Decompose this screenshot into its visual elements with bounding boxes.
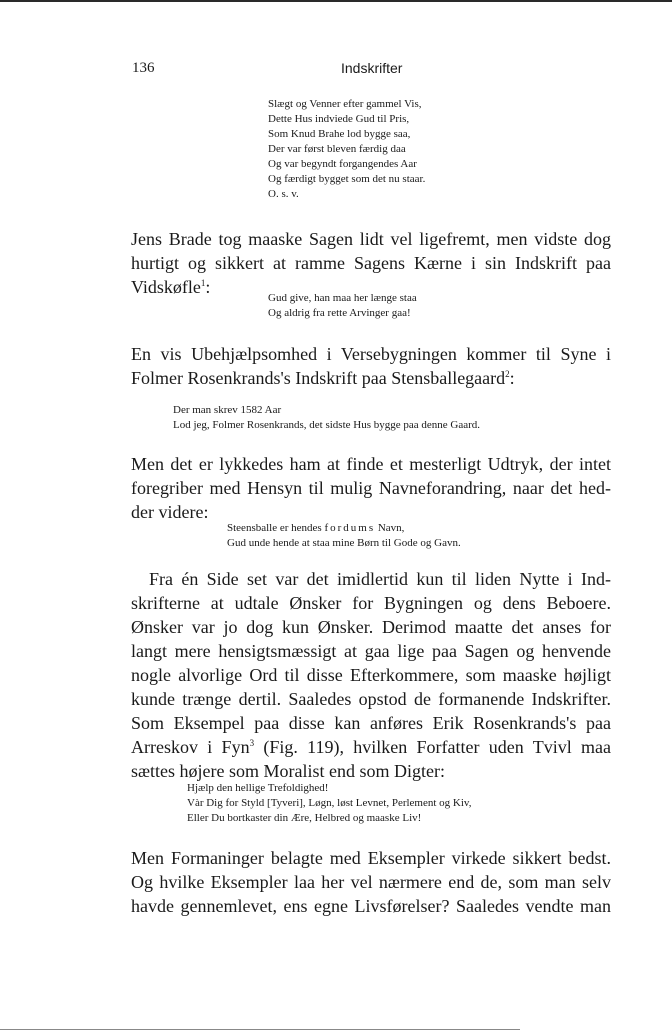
text-run: : bbox=[509, 368, 515, 388]
text-line: der videre: bbox=[131, 502, 209, 522]
verse-inscription-knud-brahe bbox=[268, 97, 425, 202]
text-line: havde gennemlevet, ens egne Livsførelser? Saaledes vendte man bbox=[131, 896, 611, 916]
paragraph-eksempler bbox=[131, 846, 611, 918]
text-line: Men Formaninger belagte med Eksempler virkede sikkert bedst. bbox=[131, 848, 611, 868]
text-line: Og hvilke Eksempler laa her vel nærmere end de, som man selv bbox=[131, 872, 611, 892]
text-run: : bbox=[205, 277, 211, 297]
text-run: Vidskøfle bbox=[131, 277, 201, 297]
verse-line: Lod jeg, Folmer Rosenkrands, det sidste Hus bygge paa denne Gaard. bbox=[173, 419, 481, 431]
verse-line: Dette Hus indviede Gud til Pris, bbox=[268, 113, 410, 125]
text-line: langt mere hensigtsmæssigt at gaa lige paa Sagen og henvende bbox=[131, 641, 611, 661]
text-line: nogle alvorlige Ord til disse Efterkommere, som maaske højligt bbox=[131, 665, 611, 685]
text-line: kunde trænge dertil. Saaledes opstod de formanende Indskrifter. bbox=[131, 689, 611, 709]
top-border-line bbox=[0, 0, 672, 2]
text-line: hurtigt og sikkert at ramme Sagens Kærne i sin Indskrift paa bbox=[131, 253, 611, 273]
verse-inscription-steensballe bbox=[227, 521, 461, 551]
text-line: En vis Ubehjælpsomhed i Versebygningen kommer til Syne i bbox=[131, 344, 611, 364]
text-line: sættes højere som Moralist end som Digter: bbox=[131, 761, 445, 781]
footnote-marker: 3 bbox=[249, 738, 255, 748]
page-header bbox=[0, 60, 672, 80]
text-line: Fra én Side set var det imidlertid kun til liden Nytte i Ind- bbox=[149, 569, 611, 589]
verse-line: Der man skrev 1582 Aar bbox=[173, 404, 282, 416]
page-number: 136 bbox=[132, 60, 155, 76]
paragraph-jens-brade bbox=[131, 227, 611, 299]
text-run: Arreskov i Fyn bbox=[131, 737, 250, 757]
text-line: Som Eksempel paa disse kan anføres Erik Rosenkrands's paa bbox=[131, 713, 611, 733]
text-line: foregriber med Hensyn til mulig Navneforandring, naar det hed- bbox=[131, 478, 611, 498]
text-run: Folmer Rosenkrands's Indskrift paa Stensballegaard bbox=[131, 368, 506, 388]
verse-line: Og var begyndt forgangendes Aar bbox=[268, 158, 417, 170]
verse-inscription-stensballegaard bbox=[173, 403, 480, 433]
text-line: Men det er lykkedes ham at finde et mesterligt Udtryk, der intet bbox=[131, 454, 611, 474]
verse-line: Vàr Dig for Styld [Tyveri], Løgn, løst Levnet, Perlement og Kiv, bbox=[187, 797, 472, 809]
verse-inscription-arreskov bbox=[187, 781, 471, 826]
text-line: Jens Brade tog maaske Sagen lidt vel ligefremt, men vidste dog bbox=[131, 229, 611, 249]
verse-line: Gud unde hende at staa mine Børn til Gode og Gavn. bbox=[227, 537, 461, 549]
text-run: Navn, bbox=[377, 522, 405, 534]
text-line: skrifterne at udtale Ønsker for Bygningen og dens Beboere. bbox=[131, 593, 611, 613]
verse-line: Eller Du bortkaster din Ære, Helbred og maaske Liv! bbox=[187, 812, 422, 824]
verse-line: Som Knud Brahe lod bygge saa, bbox=[268, 128, 411, 140]
text-line bbox=[131, 366, 611, 390]
text-run: Steensballe er hendes bbox=[227, 522, 322, 534]
running-title: Indskrifter bbox=[341, 60, 403, 76]
footnote-marker: 1 bbox=[200, 278, 206, 288]
spaced-word: fordums bbox=[324, 522, 376, 534]
text-line: Ønsker var jo dog kun Ønsker. Derimod maatte det anses for bbox=[131, 617, 611, 637]
verse-line: Der var først bleven færdig daa bbox=[268, 143, 406, 155]
text-run: (Fig. 119), hvilken Forfatter uden Tvivl maa bbox=[254, 737, 612, 757]
paragraph-folmer-rosenkrands bbox=[131, 342, 611, 390]
verse-line: Slægt og Venner efter gammel Vis, bbox=[268, 98, 422, 110]
verse-inscription-vidskofle bbox=[268, 291, 417, 321]
verse-line: O. s. v. bbox=[268, 188, 299, 200]
paragraph-mesterligt-udtryk bbox=[131, 452, 611, 524]
paragraph-formanende-indskrifter bbox=[131, 567, 611, 783]
footnote-marker: 2 bbox=[505, 369, 510, 379]
bottom-scan-line bbox=[0, 1029, 520, 1030]
verse-line: Gud give, han maa her længe staa bbox=[268, 292, 417, 304]
verse-line: Hjælp den hellige Trefoldighed! bbox=[187, 782, 329, 794]
text-line bbox=[131, 735, 611, 759]
verse-line: Og aldrig fra rette Arvinger gaa! bbox=[268, 307, 411, 319]
verse-line bbox=[227, 521, 461, 536]
verse-line: Og færdigt bygget som det nu staar. bbox=[268, 173, 426, 185]
